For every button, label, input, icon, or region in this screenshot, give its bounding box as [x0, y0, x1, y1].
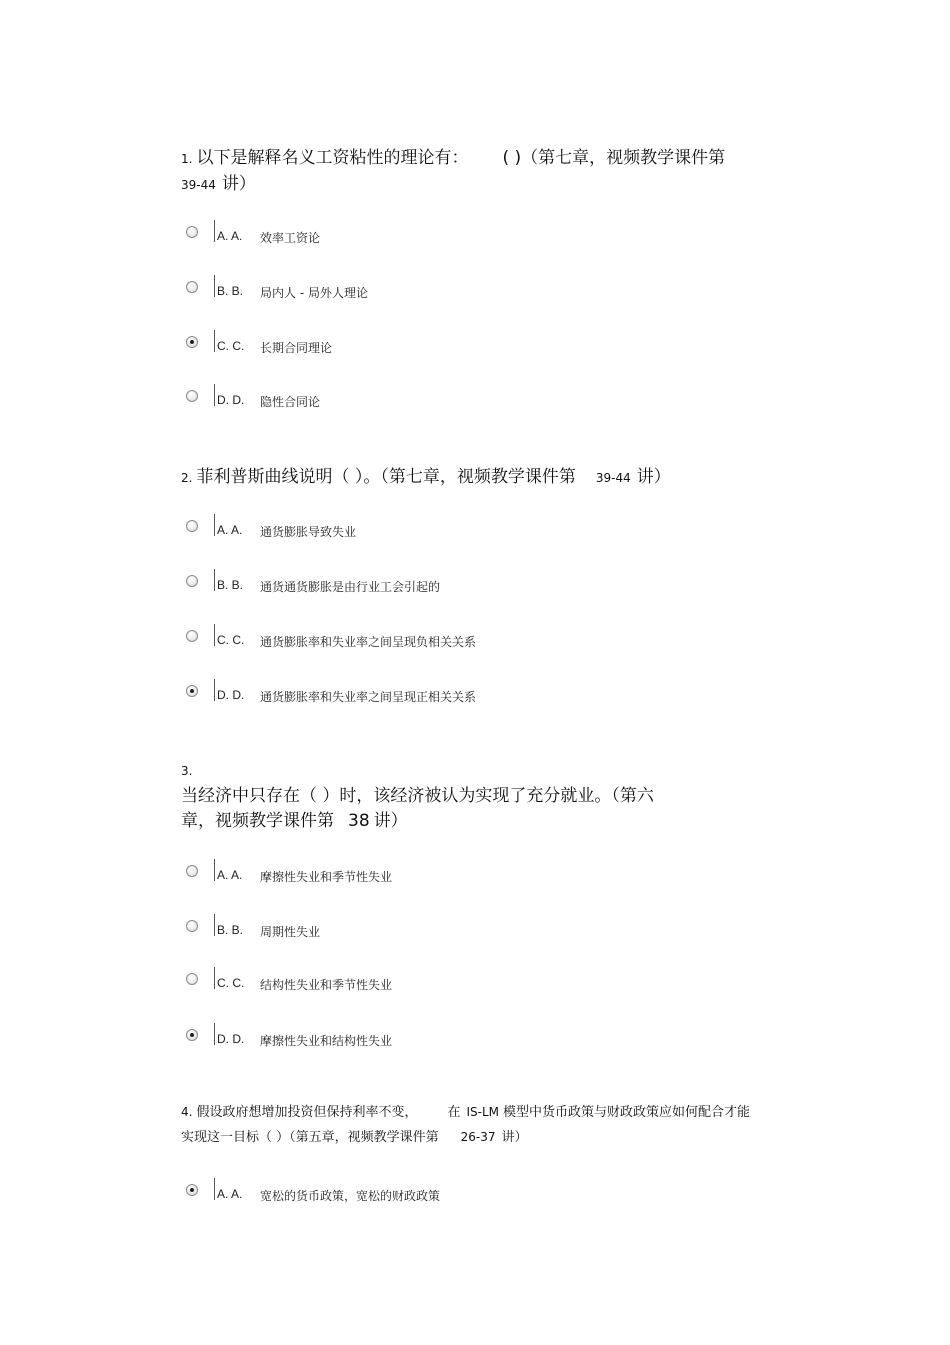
question-text-tail: 讲） [501, 1130, 528, 1145]
option-letter: C. C. [217, 633, 245, 647]
option-row[interactable] [186, 628, 786, 656]
divider [214, 569, 215, 591]
option-letter: C. C. [217, 976, 245, 990]
question-3-title-line2 [181, 809, 408, 833]
question-number: 1. [181, 152, 193, 166]
question-4-title-line2 [181, 1126, 528, 1150]
option-text: 结构性失业和季节性失业 [260, 978, 393, 992]
question-1-title [181, 146, 725, 170]
option-letter: B. B. [217, 284, 244, 298]
question-text: 当经济中只存在（ ）时，该经济被认为实现了充分就业。（第六 [181, 786, 654, 806]
option-row[interactable] [186, 518, 786, 546]
divider [214, 275, 215, 297]
model-name: IS-LM [466, 1105, 500, 1119]
question-1-title-line2 [181, 172, 256, 196]
radio-button[interactable] [186, 390, 198, 402]
divider [214, 914, 215, 936]
question-text-cont: 模型中货币政策与财政政策应如何配合才能 [503, 1105, 751, 1120]
lecture-range: 39-44 [595, 471, 631, 485]
option-row[interactable] [186, 971, 786, 999]
divider [214, 1178, 215, 1200]
option-letter: A. A. [217, 523, 243, 537]
divider [214, 859, 215, 881]
option-row[interactable] [186, 279, 786, 307]
option-text: 摩擦性失业和季节性失业 [260, 870, 393, 884]
divider [214, 967, 215, 989]
option-letter: B. B. [217, 923, 244, 937]
lecture-range: 26-37 [460, 1130, 496, 1144]
radio-button-selected[interactable] [186, 685, 198, 697]
radio-button[interactable] [186, 920, 198, 932]
option-text: 通货膨胀率和失业率之间呈现负相关关系 [260, 635, 477, 649]
option-letter: A. A. [217, 1187, 243, 1201]
radio-button[interactable] [186, 973, 198, 985]
radio-button[interactable] [186, 575, 198, 587]
question-3-title [181, 784, 654, 808]
question-text: 菲利普斯曲线说明（ ）。（第七章，视频教学课件第 [196, 467, 576, 487]
radio-button[interactable] [186, 281, 198, 293]
question-text-tail: 讲） [636, 467, 671, 487]
question-text-tail: 讲） [373, 811, 408, 831]
lecture-number: 38 [348, 811, 370, 831]
radio-button[interactable] [186, 226, 198, 238]
option-text: 通货通货膨胀是由行业工会引起的 [260, 580, 441, 594]
radio-button[interactable] [186, 520, 198, 532]
radio-button[interactable] [186, 630, 198, 642]
question-number: 3. [181, 764, 193, 778]
radio-button-selected[interactable] [186, 1184, 198, 1196]
option-row[interactable] [186, 863, 786, 891]
question-text-cont: ( )（第七章，视频教学课件第 [502, 148, 726, 168]
divider [214, 624, 215, 646]
option-letter: A. A. [217, 229, 243, 243]
question-text: 假设政府想增加投资但保持利率不变， [196, 1105, 418, 1120]
radio-button-selected[interactable] [186, 336, 198, 348]
option-text: 宽松的货币政策，宽松的财政政策 [260, 1189, 441, 1203]
option-letter: D. D. [217, 1032, 245, 1046]
question-text-cont: 实现这一目标（ ）（第五章，视频教学课件第 [181, 1130, 439, 1145]
divider [214, 1023, 215, 1045]
divider [214, 384, 215, 406]
option-text: 通货膨胀率和失业率之间呈现正相关关系 [260, 690, 477, 704]
question-number: 2. [181, 471, 193, 485]
option-row[interactable] [186, 1027, 786, 1055]
option-letter: D. D. [217, 688, 245, 702]
divider [214, 514, 215, 536]
option-row[interactable] [186, 683, 786, 711]
option-letter: B. B. [217, 578, 244, 592]
option-text: 摩擦性失业和结构性失业 [260, 1034, 393, 1048]
option-text: 局内人 - 局外人理论 [260, 286, 368, 300]
option-text: 周期性失业 [260, 925, 321, 939]
divider [214, 220, 215, 242]
radio-button[interactable] [186, 865, 198, 877]
question-text-tail: 讲） [221, 174, 256, 194]
option-text: 效率工资论 [260, 231, 321, 245]
option-text: 通货膨胀导致失业 [260, 525, 357, 539]
option-row[interactable] [186, 334, 786, 362]
option-row[interactable] [186, 388, 786, 416]
option-letter: D. D. [217, 393, 245, 407]
option-row[interactable] [186, 224, 786, 252]
divider [214, 330, 215, 352]
option-row[interactable] [186, 1182, 786, 1210]
option-text: 长期合同理论 [260, 341, 333, 355]
radio-button-selected[interactable] [186, 1029, 198, 1041]
option-text: 隐性合同论 [260, 395, 321, 409]
question-text-cont: 在 [447, 1105, 461, 1120]
lecture-range: 39-44 [181, 178, 216, 192]
question-number: 4. [181, 1105, 193, 1119]
question-2-title [181, 465, 671, 489]
question-text-cont: 章，视频教学课件第 [181, 811, 334, 831]
question-text: 以下是解释名义工资粘性的理论有： [196, 148, 469, 168]
question-3-number [181, 760, 196, 779]
option-row[interactable] [186, 573, 786, 601]
divider [214, 679, 215, 701]
question-4-title [181, 1101, 750, 1125]
option-letter: A. A. [217, 868, 243, 882]
option-letter: C. C. [217, 339, 245, 353]
option-row[interactable] [186, 918, 786, 946]
